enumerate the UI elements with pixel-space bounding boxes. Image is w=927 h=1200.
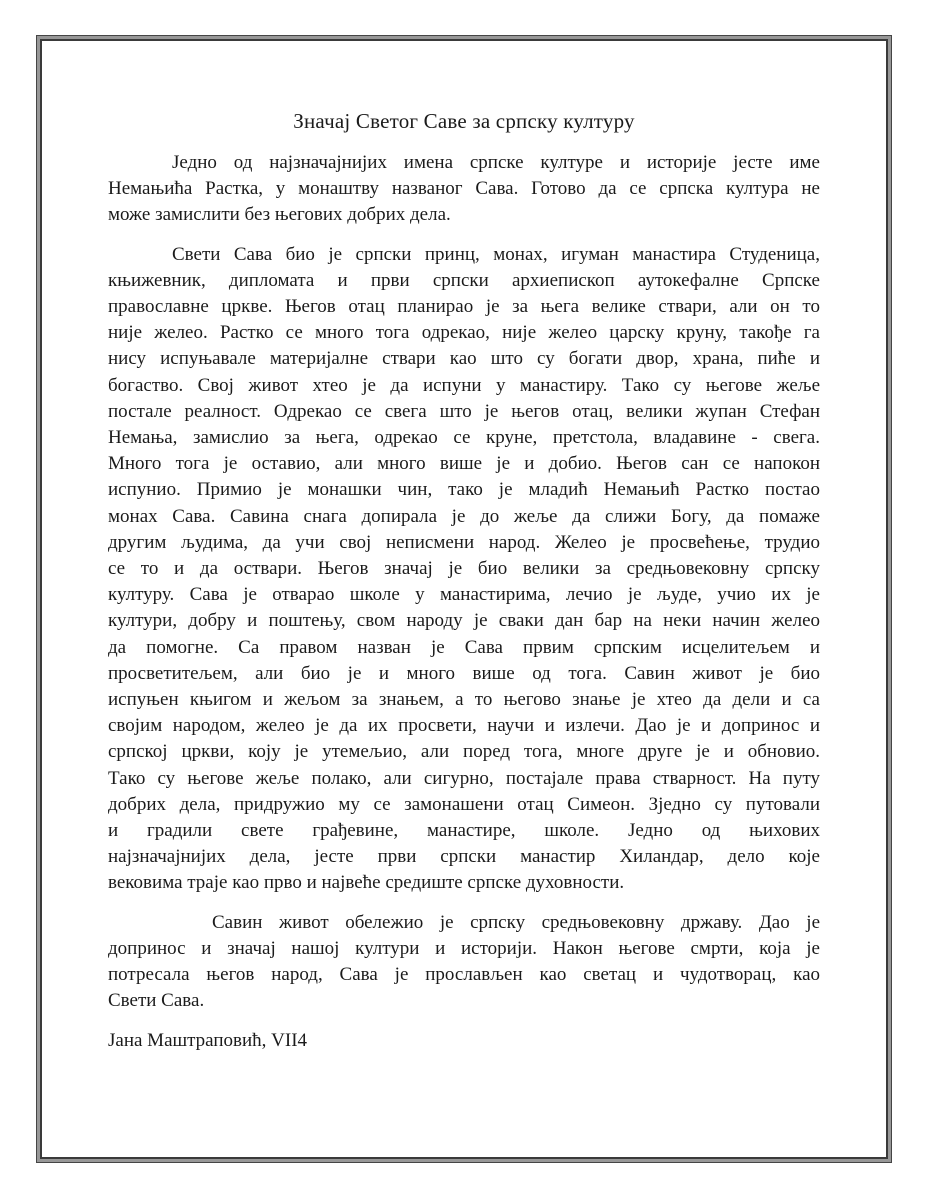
text-line: Свети Сава био је српски принц, монах, игуман манастира Студеница, — [172, 243, 820, 265]
text-line: Немања, замислио за њега, одрекао се круне, претстола, владавине - свега. — [108, 427, 820, 449]
text-line: и градили свете грађевине, манастире, школе. Једно од њихових — [108, 820, 820, 842]
text-line: монах Сава. Савина снага допирала је до жеље да слижи Богу, да помаже — [108, 505, 820, 527]
paragraphs-container — [108, 150, 820, 1015]
text-line: својим народом, желео је да их просвети, научи и излечи. Дао је и допринос и — [108, 715, 820, 737]
text-line: Немањића Растка, у монаштву названог Сава. Готово да се српска култура не — [108, 178, 820, 200]
paragraph — [108, 242, 820, 897]
text-line: Једно од најзначајнијих имена српске културе и историје јесте име — [172, 152, 820, 173]
document-title: Значај Светог Саве за српску културу — [293, 109, 635, 133]
paragraph — [108, 910, 820, 1015]
text-line: Много тога је оставио, али много више је и добио. Његов сан се напокон — [108, 453, 820, 475]
text-line: да помогне. Са правом назван је Сава првим српским исцелитељем и — [108, 636, 820, 658]
text-line: просветитељем, али био је и много више од тога. Савин живот је био — [108, 662, 820, 684]
document-content — [108, 106, 820, 1054]
text-line: испунио. Примио је монашки чин, тако је младић Немањић Растко постао — [108, 479, 820, 501]
paragraph — [108, 150, 820, 229]
text-line: Тако су његове жеље полако, али сигурно, постајале права стварност. На путу — [108, 767, 820, 789]
text-line: православне цркве. Његов отац планирао је за њега велике ствари, али он то — [108, 296, 820, 318]
text-line: српској цркви, коју је утемељио, али поред тога, многе друге је и обновио. — [108, 741, 820, 763]
text-line: најзначајнијих дела, јесте први српски манастир Хиландар, дело које — [108, 846, 820, 868]
text-line: потресала његов народ, Сава је прослављен као светац и чудотворац, као — [108, 964, 820, 986]
text-line: постале реалност. Одрекао се свега што је његов отац, велики жупан Стефан — [108, 400, 820, 422]
text-line: испуњен књигом и жељом за знањем, а то његово знање је хтео да дели и са — [108, 689, 820, 711]
text-line: нису испуњавале материјалне ствари као што су богати двор, храна, пиће и — [108, 348, 820, 370]
text-line: може замислити без његових добрих дела. — [108, 204, 451, 226]
text-line: није желео. Растко се много тога одрекао, није желео царску круну, такође га — [108, 322, 820, 344]
text-line: културу. Сава је отварао школе у манастирима, лечио је људе, учио их је — [108, 584, 820, 606]
text-line: другим људима, да учи свој неписмени народ. Желео је просвећење, трудио — [108, 531, 820, 553]
text-line: се то и да оствари. Његов значај је био велики за средњовековну српску — [108, 558, 820, 580]
text-line: богаство. Свој живот хтео је да испуни у манастиру. Тако су његове жеље — [108, 374, 820, 396]
text-line: вековима траје као прво и највеће средиште српске духовности. — [108, 872, 625, 894]
text-line: књижевник, дипломата и први српски архиепископ аутокефалне Српске — [108, 269, 820, 291]
text-line: допринос и значај нашој култури и историји. Након његове смрти, која је — [108, 937, 820, 959]
text-line: култури, добру и поштењу, свом народу је сваки дан бар на неки начин желео — [108, 610, 820, 632]
text-line: Савин живот обележио је српску средњовековну државу. Дао је — [212, 911, 820, 933]
text-line: добрих дела, придружио му се замонашени отац Симеон. Зједно су путовали — [108, 793, 820, 815]
text-line: Свети Сава. — [108, 990, 205, 1012]
author-signature: Јана Маштраповић, VII4 — [108, 1029, 308, 1051]
